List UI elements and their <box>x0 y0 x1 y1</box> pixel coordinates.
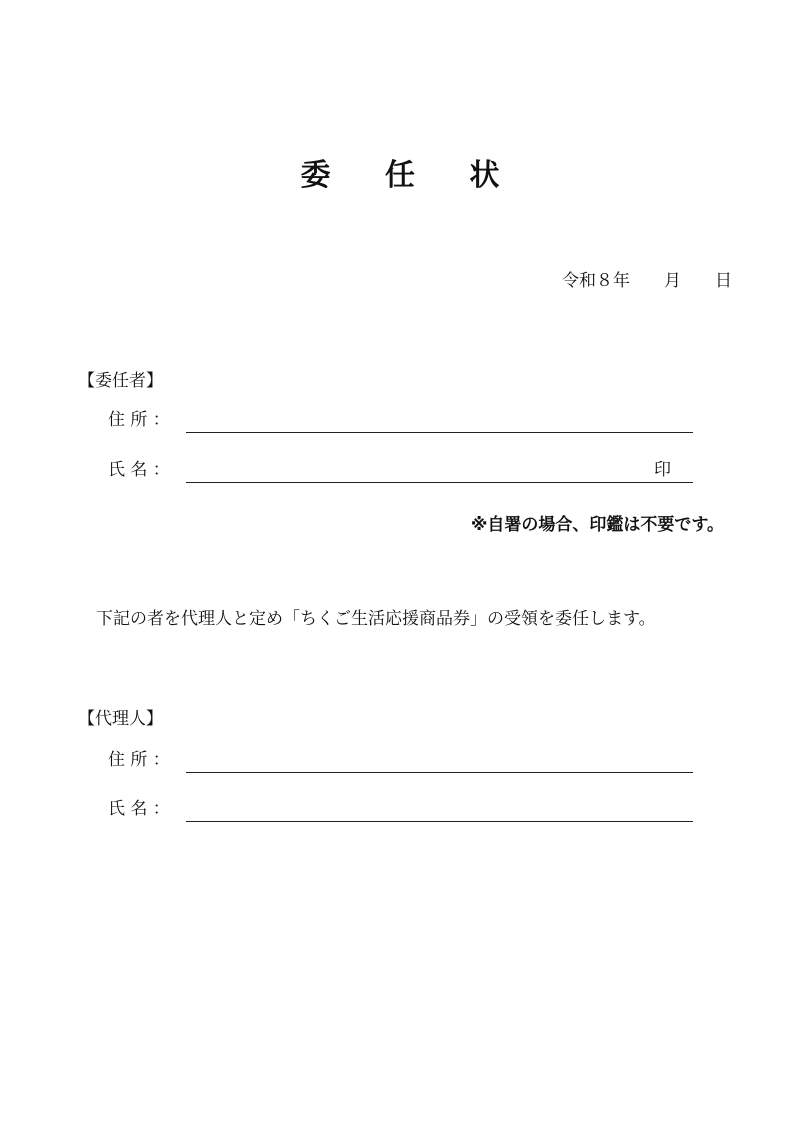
delegator-name-row <box>108 455 696 485</box>
proxy-name-row <box>108 794 696 824</box>
proxy-address-field[interactable] <box>186 772 693 773</box>
date-line: 令和８年 月 日 <box>562 271 732 291</box>
delegator-name-field[interactable] <box>186 482 693 483</box>
delegator-heading: 【委任者】 <box>78 371 163 391</box>
proxy-address-label: 住 所 ： <box>108 750 170 770</box>
delegator-address-field[interactable] <box>186 432 693 433</box>
seal-mark: 印 <box>654 460 671 480</box>
signature-note: ※自署の場合、印鑑は不要です。 <box>470 515 724 535</box>
proxy-name-label: 氏 名 ： <box>108 799 170 819</box>
delegator-name-label: 氏 名 ： <box>108 460 170 480</box>
delegator-address-row <box>108 405 696 435</box>
proxy-address-row <box>108 745 696 775</box>
proxy-heading: 【代理人】 <box>78 709 163 729</box>
document-title: 委 任 状 <box>300 158 522 193</box>
delegator-address-label: 住 所 ： <box>108 410 170 430</box>
delegation-statement: 下記の者を代理人と定め「ちくご生活応援商品券」の受領を委任します。 <box>96 609 656 629</box>
proxy-name-field[interactable] <box>186 821 693 822</box>
